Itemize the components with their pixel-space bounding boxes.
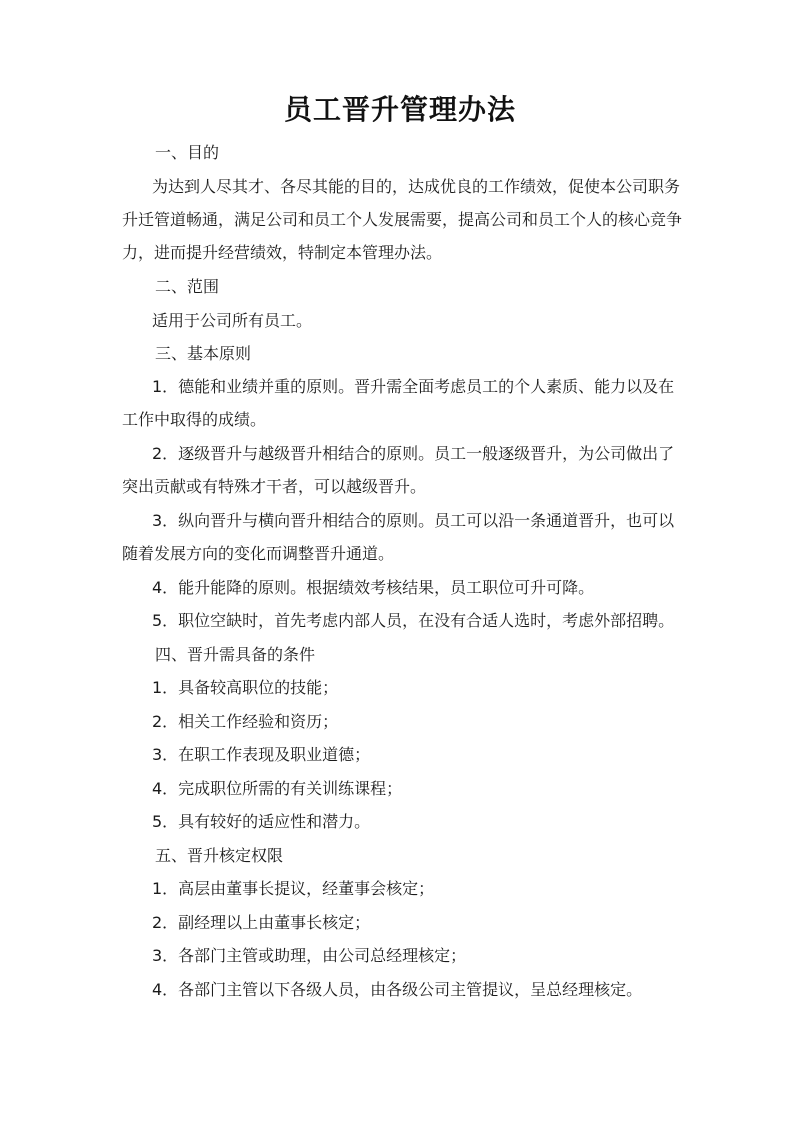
list-item: 3．纵向晋升与横向晋升相结合的原则。员工可以沿一条通道晋升，也可以 [152, 511, 675, 530]
list-item: 3．在职工作表现及职业道德； [152, 745, 371, 764]
list-item: 4．能升能降的原则。根据绩效考核结果，员工职位可升可降。 [152, 578, 595, 597]
list-item: 5．具有较好的适应性和潜力。 [152, 812, 371, 831]
paragraph-line: 为达到人尽其才、各尽其能的目的，达成优良的工作绩效，促使本公司职务 [152, 177, 681, 196]
section-heading-principles: 三、基本原则 [155, 344, 252, 363]
list-item: 2．相关工作经验和资历； [152, 712, 339, 731]
list-item: 4．各部门主管以下各级人员，由各级公司主管提议，呈总经理核定。 [152, 980, 643, 999]
list-item: 2．逐级晋升与越级晋升相结合的原则。员工一般逐级晋升，为公司做出了 [152, 444, 675, 463]
document-title: 员工晋升管理办法 [283, 93, 516, 126]
section-heading-purpose: 一、目的 [155, 143, 220, 162]
list-item: 5．职位空缺时，首先考虑内部人员，在没有合适人选时，考虑外部招聘。 [152, 611, 675, 630]
list-item: 1．德能和业绩并重的原则。晋升需全面考虑员工的个人素质、能力以及在 [152, 377, 675, 396]
section-heading-scope: 二、范围 [155, 277, 220, 296]
list-item: 4．完成职位所需的有关训练课程； [152, 779, 403, 798]
list-item-continuation: 工作中取得的成绩。 [122, 410, 267, 429]
section-heading-conditions: 四、晋升需具备的条件 [155, 645, 316, 664]
paragraph-line: 适用于公司所有员工。 [152, 311, 313, 330]
section-heading-authority: 五、晋升核定权限 [155, 846, 284, 865]
paragraph-line: 升迁管道畅通，满足公司和员工个人发展需要，提高公司和员工个人的核心竞争 [122, 210, 683, 229]
list-item-continuation: 突出贡献或有特殊才干者，可以越级晋升。 [122, 477, 427, 496]
paragraph-line: 力，进而提升经营绩效，特制定本管理办法。 [122, 243, 443, 262]
list-item: 3．各部门主管或助理，由公司总经理核定； [152, 946, 467, 965]
list-item-continuation: 随着发展方向的变化而调整晋升通道。 [122, 544, 395, 563]
list-item: 2．副经理以上由董事长核定； [152, 913, 371, 932]
list-item: 1．高层由董事长提议，经董事会核定； [152, 879, 435, 898]
list-item: 1．具备较高职位的技能； [152, 678, 339, 697]
